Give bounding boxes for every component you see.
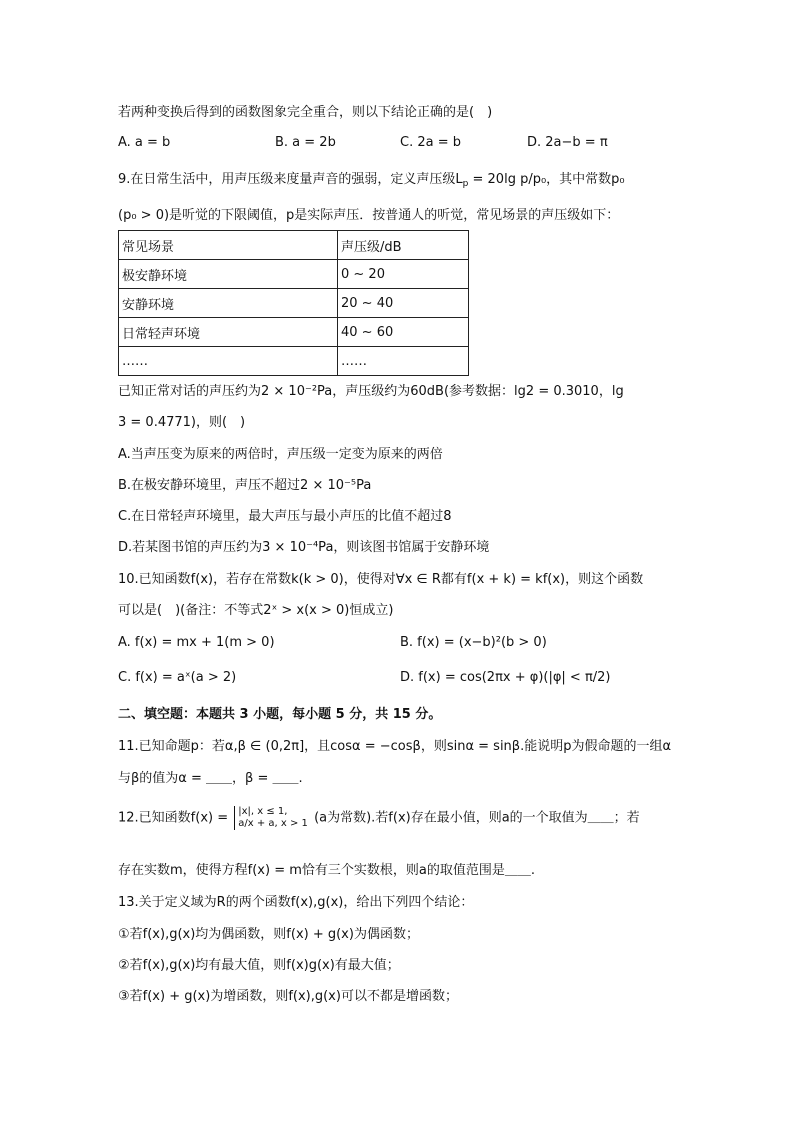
table-header-row xyxy=(119,231,469,260)
q10-stem-line1: 10.已知函数f(x)，若存在常数k(k > 0)，使得对∀x ∈ R都有f(x + k) = kf(x)，则这个函数 xyxy=(118,572,644,587)
q10-stem-line2: 可以是( )(备注：不等式2ˣ > x(x > 0)恒成立) xyxy=(118,603,394,618)
q12-piecewise xyxy=(234,806,308,830)
q10-option-b: B. f(x) = (x−b)²(b > 0) xyxy=(400,635,547,650)
table-cell: 安静环境 xyxy=(119,289,338,318)
q8-option-a: A. a = b xyxy=(118,135,171,150)
q10-option-a: A. f(x) = mx + 1(m > 0) xyxy=(118,635,275,650)
q12-stem-line2: 存在实数m，使得方程f(x) = m恰有三个实数根，则a的取值范围是＿＿. xyxy=(118,863,535,878)
q9-option-c: C.在日常轻声环境里，最大声压与最小声压的比值不超过8 xyxy=(118,509,452,524)
table-row xyxy=(119,347,469,376)
q13-item-3: ③若f(x) + g(x)为增函数，则f(x),g(x)可以不都是增函数； xyxy=(118,989,458,1004)
q9-stem-line1: 9.在日常生活中，用声压级来度量声音的强弱，定义声压级$L_p = 20\lg$ p/p₀，其中常数p₀ xyxy=(118,172,625,189)
q12-stem-line1 xyxy=(118,806,640,831)
q9-stem-line4: 3 = 0.4771)，则( ) xyxy=(118,415,246,430)
table-cell: …… xyxy=(119,347,338,376)
q12-case-2: a/x + a, x > 1 xyxy=(238,818,308,829)
q13-item-1: ①若f(x),g(x)均为偶函数，则f(x) + g(x)为偶函数； xyxy=(118,927,419,942)
q9-option-b: B.在极安静环境里，声压不超过2 × 10⁻⁵Pa xyxy=(118,478,372,493)
table-cell: 20 ~ 40 xyxy=(338,289,469,318)
table-cell: 0 ~ 20 xyxy=(338,260,469,289)
q12-prefix: 12.已知函数f(x) = xyxy=(118,810,229,826)
table-cell: 日常轻声环境 xyxy=(119,318,338,347)
table-row xyxy=(119,318,469,347)
q12-suffix: (a为常数).若f(x)存在最小值，则a的一个取值为＿＿；若 xyxy=(314,810,640,826)
table-row xyxy=(119,260,469,289)
q10-option-c: C. f(x) = aˣ(a > 2) xyxy=(118,670,237,685)
q9-stem-line2: (p₀ > 0)是听觉的下限阈值，p是实际声压．按普通人的听觉，常见场景的声压级如下： xyxy=(118,208,620,223)
section-2-heading: 二、填空题：本题共 3 小题，每小题 5 分，共 15 分。 xyxy=(118,707,442,722)
q9-option-a: A.当声压变为原来的两倍时，声压级一定变为原来的两倍 xyxy=(118,447,443,462)
table-cell: 40 ~ 60 xyxy=(338,318,469,347)
q13-item-2: ②若f(x),g(x)均有最大值，则f(x)g(x)有最大值； xyxy=(118,958,400,973)
table-row xyxy=(119,289,469,318)
table-header-level: 声压级/dB xyxy=(338,231,469,260)
table-cell: …… xyxy=(338,347,469,376)
q8-option-b: B. a = 2b xyxy=(275,135,336,150)
q9-stem-line3: 已知正常对话的声压约为2 × 10⁻²Pa，声压级约为60dB(参考数据：lg2 = 0.3010，lg xyxy=(118,384,624,399)
q10-option-d: D. f(x) = cos(2πx + φ)(|φ| < π/2) xyxy=(400,670,611,685)
table-header-scene: 常见场景 xyxy=(119,231,338,260)
q9-stem-text: 9.在日常生活中，用声压级来度量声音的强弱，定义声压级L xyxy=(118,172,463,187)
q8-stem-tail: 若两种变换后得到的函数图象完全重合，则以下结论正确的是( ) xyxy=(118,105,493,120)
q12-case-1: |x|, x ≤ 1, xyxy=(238,806,288,817)
q11-stem-line1: 11.已知命题p：若α,β ∈ (0,2π]，且cosα = −cosβ，则sinα = sinβ.能说明p为假命题的一组α xyxy=(118,739,672,754)
q9-formula: = 20lg p/p₀，其中常数p₀ xyxy=(472,172,625,187)
q8-option-c: C. 2a = b xyxy=(400,135,461,150)
q8-option-d: D. 2a−b = π xyxy=(527,135,608,150)
table-cell: 极安静环境 xyxy=(119,260,338,289)
q11-stem-line2: 与β的值为α = ＿＿，β = ＿＿. xyxy=(118,771,303,786)
q13-stem: 13.关于定义域为R的两个函数f(x),g(x)，给出下列四个结论： xyxy=(118,895,474,910)
sound-level-table xyxy=(118,230,469,376)
q9-option-d: D.若某图书馆的声压约为3 × 10⁻⁴Pa，则该图书馆属于安静环境 xyxy=(118,540,490,555)
